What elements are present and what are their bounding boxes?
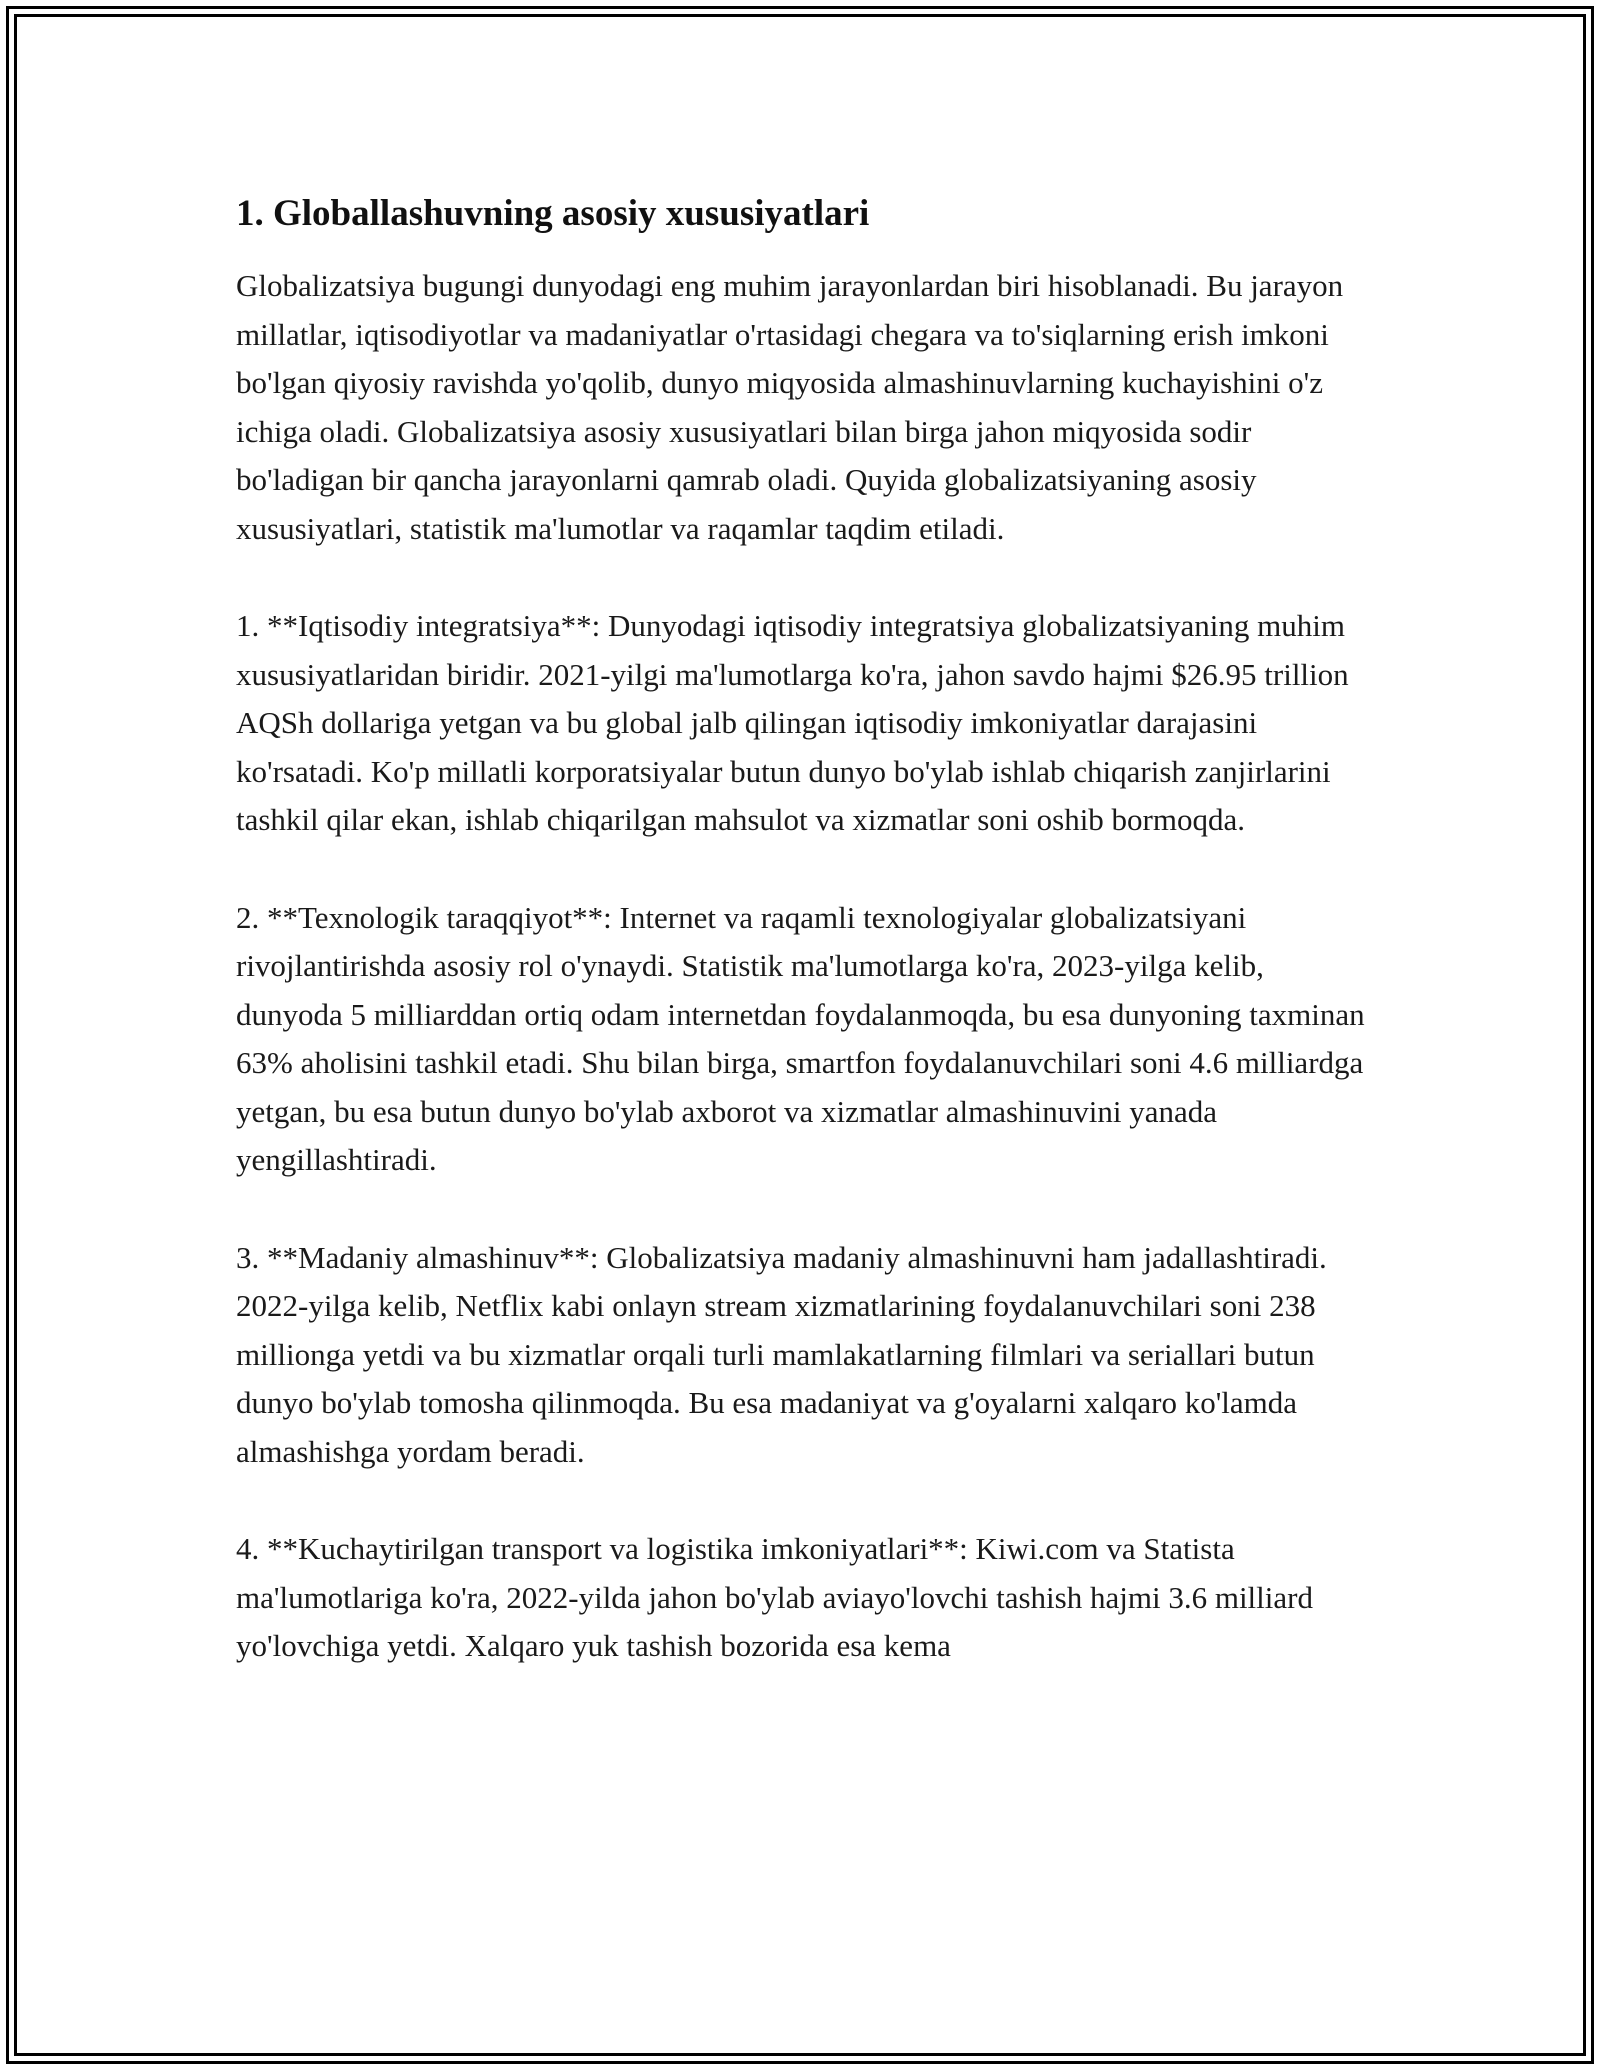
section-heading: 1. Globallashuvning asosiy xususiyatlari	[236, 193, 870, 234]
intro-paragraph: Globalizatsiya bugungi dunyodagi eng muhim jarayonlardan biri hisoblanadi. Bu jarayon millatlar, iqtisodiyotlar va madaniyatlar o'rtasidagi chegara va to'siqlarning erish imkoni bo'lgan qiyosiy ravishda yo'qolib, dunyo miqyosida almashinuvlarning kuchayishini o'z ichiga oladi. Globalizatsiya asosiy xususiyatlari bilan birga jahon miqyosida sodir bo'ladigan bir qancha jarayonlarni qamrab oladi. Quyida globalizatsiyaning asosiy xususiyatlari, statistik ma'lumotlar va raqamlar taqdim etiladi.	[236, 268, 1344, 546]
paragraph-cultural-exchange: 3. **Madaniy almashinuv**: Globalizatsiya madaniy almashinuvni ham jadallashtiradi. 2022-yilga kelib, Netflix kabi onlayn stream xizmatlarining foydalanuvchilari soni 238 millionga yetdi va bu xizmatlar orqali turli mamlakatlarning filmlari va seriallari butun dunyo bo'ylab tomosha qilinmoqda. Bu esa madaniyat va g'oyalarni xalqaro ko'lamda almashishga yordam beradi.	[236, 1239, 1327, 1469]
paragraph-transport-logistics: 4. **Kuchaytirilgan transport va logistika imkoniyatlari**: Kiwi.com va Statista ma'lumotlariga ko'ra, 2022-yilda jahon bo'ylab aviayo'lovchi tashish hajmi 3.6 milliard yo'lovchiga yetdi. Xalqaro yuk tashish bozorida esa kema	[236, 1531, 1313, 1663]
paragraph-technological-progress: 2. **Texnologik taraqqiyot**: Internet va raqamli texnologiyalar globalizatsiyani rivojlantirishda asosiy rol o'ynaydi. Statistik ma'lumotlarga ko'ra, 2023-yilga kelib, dunyoda 5 milliarddan ortiq odam internetdan foydalanmoqda, bu esa dunyoning taxminan 63% aholisini tashkil etadi. Shu bilan birga, smartfon foydalanuvchilari soni 4.6 milliardga yetgan, bu esa butun dunyo bo'ylab axborot va xizmatlar almashinuvini yanada yengillashtiradi.	[236, 899, 1365, 1177]
document-body	[236, 186, 1376, 1720]
paragraph-economic-integration: 1. **Iqtisodiy integratsiya**: Dunyodagi iqtisodiy integratsiya globalizatsiyaning muhim xususiyatlaridan biridir. 2021-yilgi ma'lumotlarga ko'ra, jahon savdo hajmi $26.95 trillion AQSh dollariga yetgan va bu global jalb qilingan iqtisodiy imkoniyatlar darajasini ko'rsatadi. Ko'p millatli korporatsiyalar butun dunyo bo'ylab ishlab chiqarish zanjirlarini tashkil qilar ekan, ishlab chiqarilgan mahsulot va xizmatlar soni oshib bormoqda.	[236, 608, 1349, 837]
